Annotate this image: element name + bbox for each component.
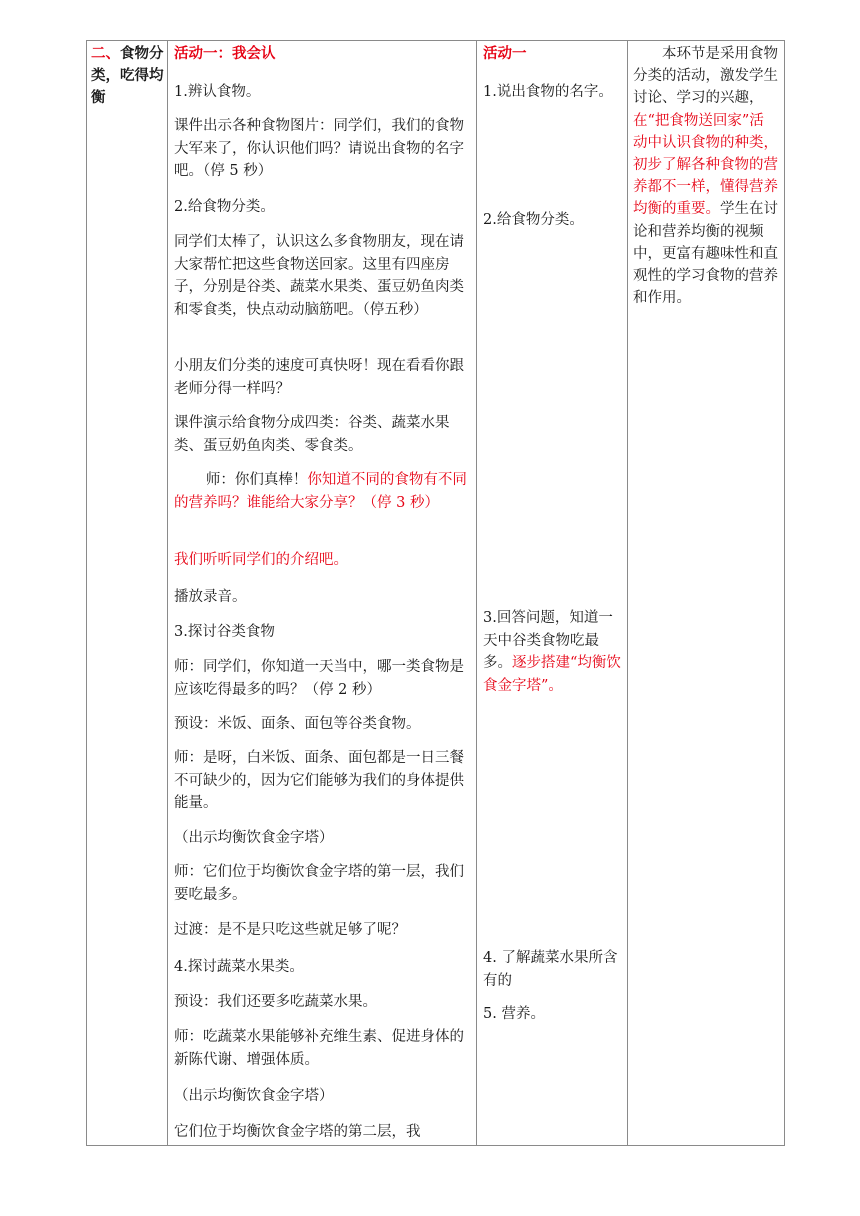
- teacher-paragraph: 它们位于均衡饮食金字塔的第二层，我: [174, 1124, 421, 1140]
- teacher-paragraph: 播放录音。: [174, 589, 247, 605]
- teacher-paragraph: 师：同学们，你知道一天当中，哪一类食物是应该吃得最多的吗？（停 2 秒）: [174, 659, 464, 698]
- student-paragraph: 3.回答问题，知道一天中谷类食物吃最多。逐步搭建“均衡饮食金字塔”。: [483, 610, 621, 694]
- design-intent-text: 本环节是采用食物分类的活动，激发学生讨论、学习的兴趣，在“把食物送回家”活动中认识食物的种类，初步了解各种食物的营养都不一样，懂得营养均衡的重要。学生在讨论和营养均衡的视频中，更富有趣味性和直观性的学习食物的营养和作用。: [633, 46, 778, 307]
- teacher-paragraph: 2.给食物分类。: [174, 199, 275, 215]
- teacher-paragraph: 预设：我们还要多吃蔬菜水果。: [174, 994, 377, 1010]
- teacher-heading: 活动一：我会认: [174, 46, 276, 62]
- student-paragraph: 4. 了解蔬菜水果所含有的: [483, 950, 618, 989]
- teacher-paragraph: 师：它们位于均衡饮食金字塔的第一层，我们要吃最多。: [174, 864, 464, 903]
- teacher-paragraph: 4.探讨蔬菜水果类。: [174, 959, 304, 975]
- teacher-paragraph: 师：吃蔬菜水果能够补充维生素、促进身体的新陈代谢、增强体质。: [174, 1029, 464, 1068]
- student-activity-cell: [477, 41, 628, 1146]
- student-paragraph: 2.给食物分类。: [483, 212, 584, 228]
- teacher-paragraph: 同学们太棒了，认识这么多食物朋友，现在请大家帮忙把这些食物送回家。这里有四座房子，分别是谷类、蔬菜水果类、蛋豆奶鱼肉类和零食类，快点动动脑筋吧。（停五秒）: [174, 234, 464, 318]
- teacher-paragraph: 师：是呀，白米饭、面条、面包都是一日三餐不可缺少的，因为它们能够为我们的身体提供能量。: [174, 750, 464, 811]
- teacher-paragraph: 我们听听同学们的介绍吧。: [174, 552, 348, 568]
- teacher-paragraph: （出示均衡饮食金字塔）: [174, 830, 334, 846]
- section-label: 二、食物分类，吃得均衡: [91, 46, 164, 106]
- teacher-activity-cell: [168, 41, 477, 1146]
- teacher-paragraph: 预设：米饭、面条、面包等谷类食物。: [174, 716, 421, 732]
- design-intent-cell: [628, 41, 785, 1146]
- teacher-paragraph: 小朋友们分类的速度可真快呀！现在看看你跟老师分得一样吗？: [174, 358, 464, 397]
- section-cell: [87, 41, 168, 1146]
- table-row: [87, 41, 785, 1146]
- teacher-paragraph: 课件演示给食物分成四类：谷类、蔬菜水果类、蛋豆奶鱼肉类、零食类。: [174, 415, 450, 454]
- teacher-paragraph: 1.辨认食物。: [174, 84, 261, 100]
- teacher-paragraph: 过渡：是不是只吃这些就足够了呢？: [174, 922, 406, 938]
- lesson-plan-table: [86, 40, 785, 1146]
- teacher-paragraph: 师：你们真棒！你知道不同的食物有不同的营养吗？谁能给大家分享？（停 3 秒）: [174, 472, 467, 511]
- student-paragraph: 5. 营养。: [483, 1006, 545, 1022]
- teacher-paragraph: 3.探讨谷类食物: [174, 624, 275, 640]
- teacher-paragraph: （出示均衡饮食金字塔）: [174, 1088, 334, 1104]
- student-heading: 活动一: [483, 46, 527, 62]
- student-paragraph: 1.说出食物的名字。: [483, 84, 613, 100]
- teacher-paragraph: 课件出示各种食物图片：同学们，我们的食物大军来了，你认识他们吗？请说出食物的名字吧。（停 5 秒）: [174, 118, 464, 179]
